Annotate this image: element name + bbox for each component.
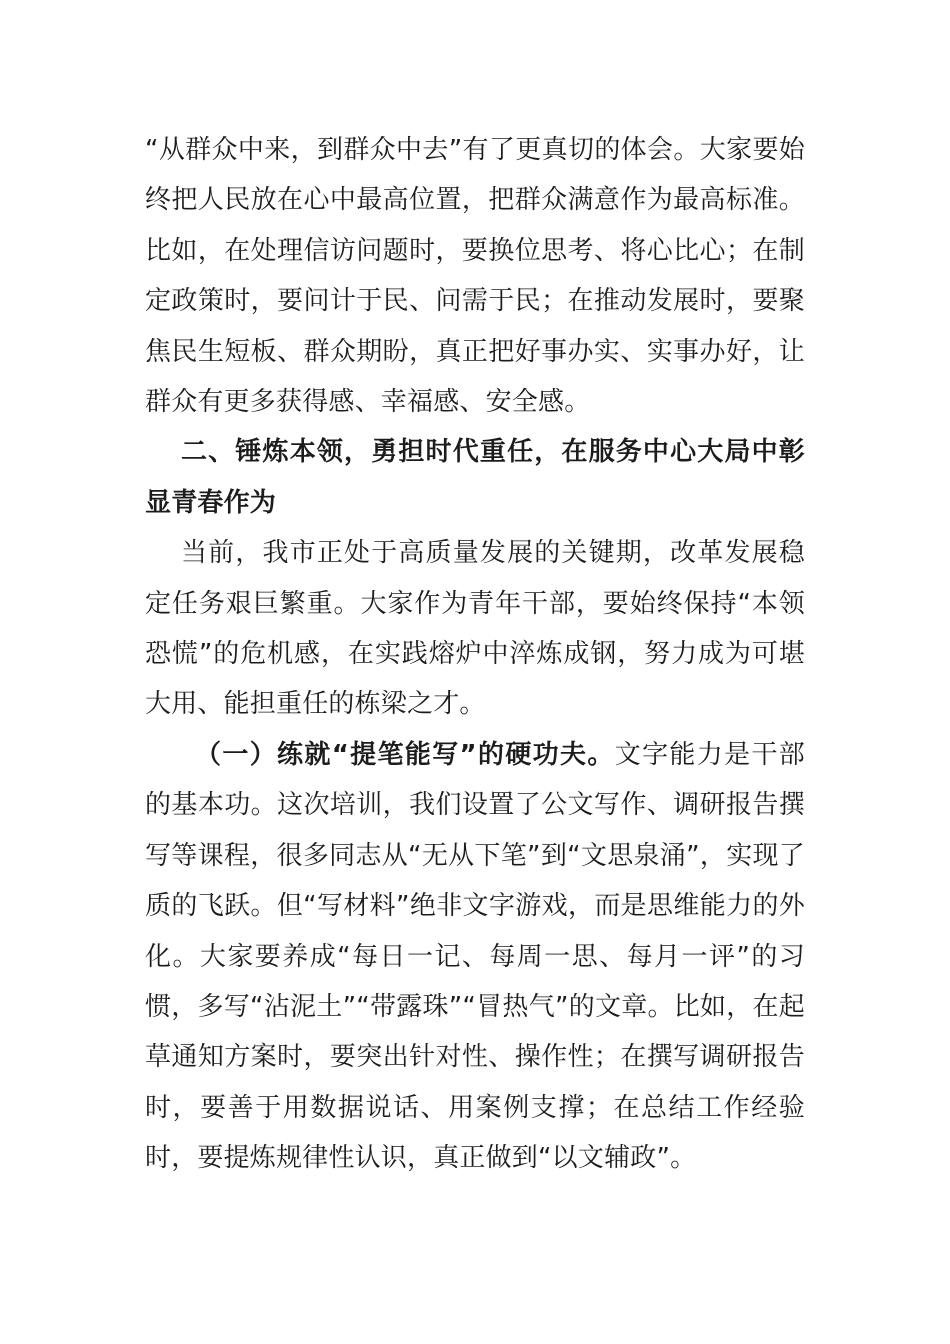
subsection-body-1: 文字能力是干部的基本功。这次培训，我们设置了公文写作、调研报告撰写等课程，很多同志从“无从下笔”到“文思泉涌”，实现了质的飞跃。但“写材料”绝非文字游戏，而是思维能力的外化。大家要养成“每日一记、每周一思、每月一评”的习惯，多写“沾泥土”“带露珠”“冒热气”的文章。比如，在起草通知方案时，要突出针对性、操作性；在撰写调研报告时，要善于用数据说话、用案例支撑；在总结工作经验时，要提炼规律性认识，真正做到“以文辅政”。 xyxy=(145,739,805,1174)
body-paragraph-1: “从群众中来，到群众中去”有了更真切的体会。大家要始终把人民放在心中最高位置，把群众满意作为最高标准。比如，在处理信访问题时，要换位思考、将心比心；在制定政策时，要问计于民、问需于民；在推动发展时，要聚焦民生短板、群众期盼，真正把好事办实、实事办好，让群众有更多获得感、幸福感、安全感。 xyxy=(145,135,805,418)
body-paragraph-3: 当前，我市正处于高质量发展的关键期，改革发展稳定任务艰巨繁重。大家作为青年干部，要始终保持“本领恐慌”的危机感，在实践熔炉中淬炼成钢，努力成为可堪大用、能担重任的栋梁之才。 xyxy=(145,538,805,720)
body-paragraph-4 xyxy=(145,730,805,1184)
document-page xyxy=(145,125,805,1184)
section-heading-2: 二、锤炼本领，勇担时代重任，在服务中心大局中彰显青春作为 xyxy=(145,437,805,518)
subsection-lead-1: （一）练就“提笔能写”的硬功夫。 xyxy=(195,739,615,770)
